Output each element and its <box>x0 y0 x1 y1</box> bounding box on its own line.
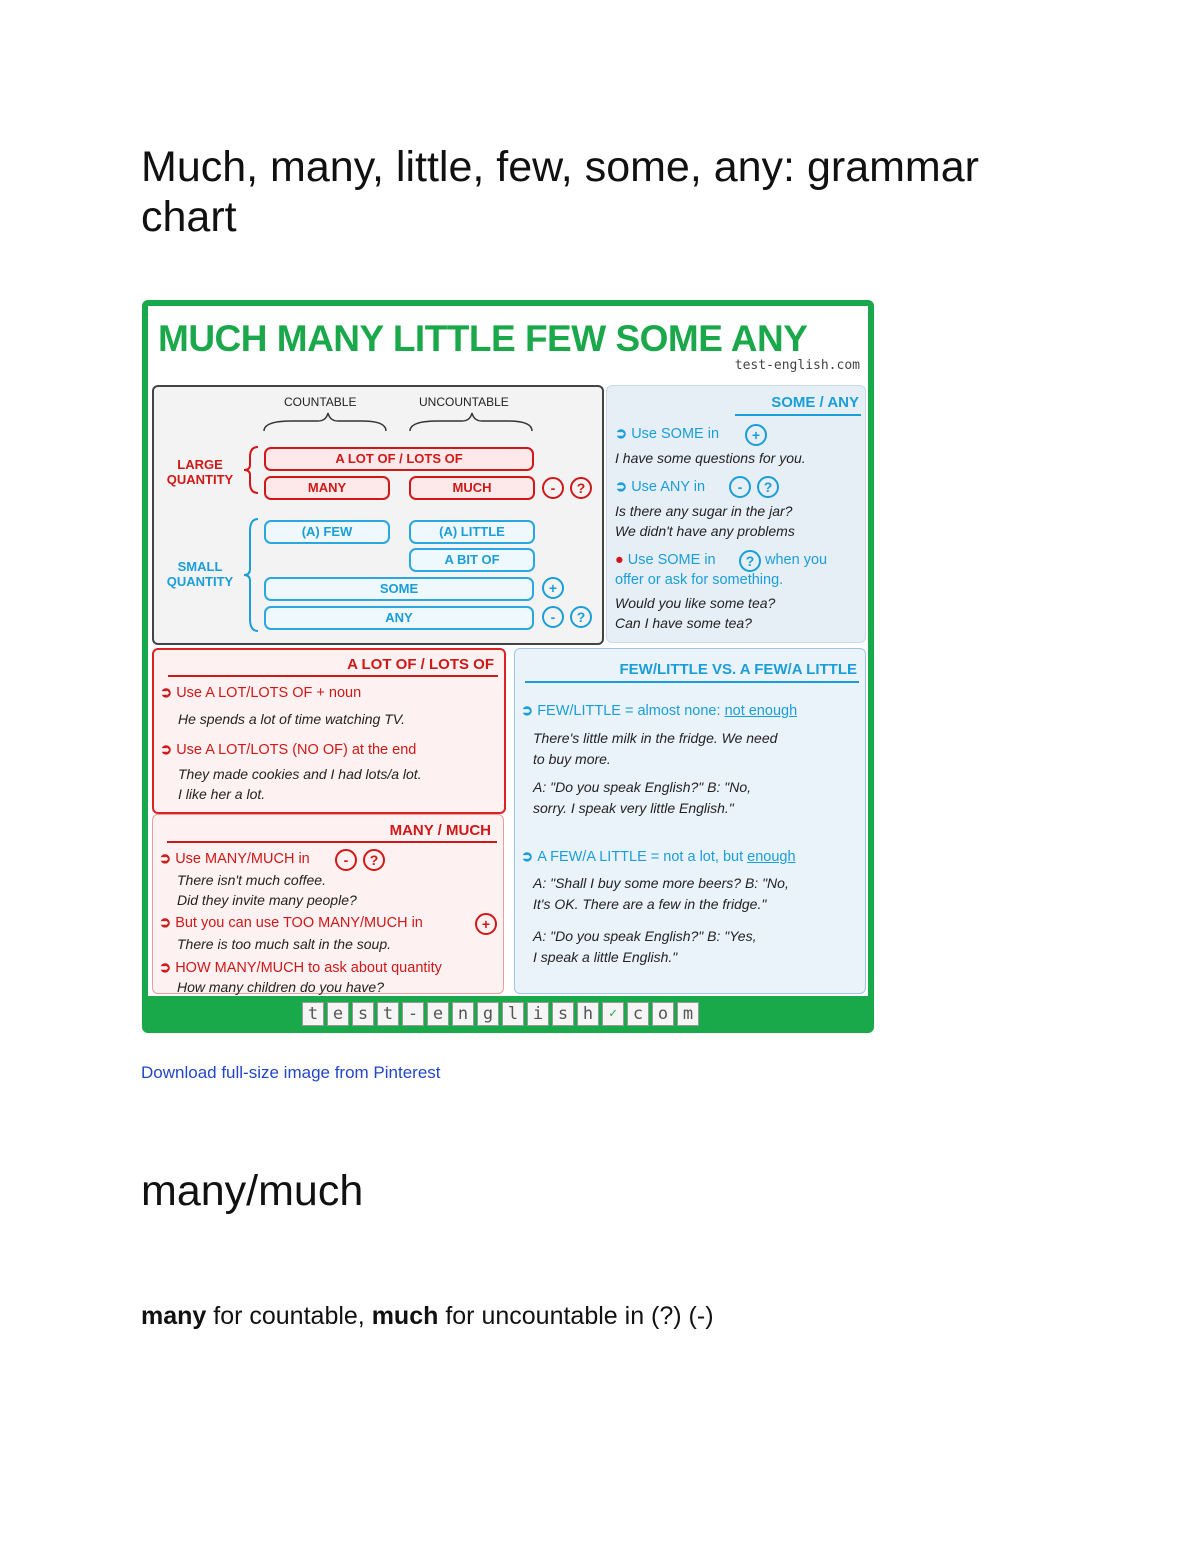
footer-char: n <box>452 1002 474 1026</box>
arrow-icon: ➲ <box>160 742 177 758</box>
offer-example-1: Would you like some tea? <box>615 595 776 611</box>
any-example-2: We didn't have any problems <box>615 523 795 539</box>
small-quantity-brace <box>244 517 260 633</box>
few-little-example-2: to buy more. <box>533 751 611 767</box>
alittle-pill: (A) LITTLE <box>409 520 535 544</box>
many-much-example-2: Did they invite many people? <box>177 892 357 908</box>
footer-char: o <box>652 1002 674 1026</box>
minus-icon: - <box>335 849 357 871</box>
alot-example-3: I like her a lot. <box>178 786 266 802</box>
large-quantity-label: LARGE QUANTITY <box>166 457 234 487</box>
some-any-header: SOME / ANY <box>771 394 859 411</box>
question-icon: ? <box>739 550 761 572</box>
few-little-header: FEW/LITTLE VS. A FEW/A LITTLE <box>619 661 857 678</box>
column-braces <box>262 413 534 433</box>
few-little-example-4: sorry. I speak very little English." <box>533 800 734 816</box>
arrow-icon: ➲ <box>521 849 538 865</box>
footer-char: e <box>327 1002 349 1026</box>
document-title-line1: Much, many, little, few, some, any: grammar <box>141 143 979 191</box>
question-icon: ? <box>363 849 385 871</box>
many-much-example-3: There is too much salt in the soup. <box>177 936 391 952</box>
many-much-example-1: There isn't much coffee. <box>177 872 326 888</box>
offer-rule: ● Use SOME in <box>615 552 716 568</box>
footer-char: l <box>502 1002 524 1026</box>
alot-example-2: They made cookies and I had lots/a lot. <box>178 766 422 782</box>
much-pill: MUCH <box>409 476 535 500</box>
few-little-example-3: A: "Do you speak English?" B: "No, <box>533 779 752 795</box>
header-rule <box>735 414 861 416</box>
alot-rule-1: ➲ Use A LOT/LOTS OF + noun <box>160 685 362 701</box>
footer-char: ✓ <box>602 1002 624 1026</box>
alot-header: A LOT OF / LOTS OF <box>347 656 494 673</box>
alot-pill: A LOT OF / LOTS OF <box>264 447 534 471</box>
question-icon: ? <box>757 476 779 498</box>
many-pill: MANY <box>264 476 390 500</box>
minus-icon: - <box>542 477 564 499</box>
document-title-line2: chart <box>141 193 237 241</box>
plus-icon: + <box>542 577 564 599</box>
section-heading: many/much <box>141 1167 364 1215</box>
some-any-panel <box>606 385 866 643</box>
alot-rule-2: ➲ Use A LOT/LOTS (NO OF) at the end <box>160 742 417 758</box>
many-much-header: MANY / MUCH <box>389 822 491 839</box>
plus-icon: + <box>475 913 497 935</box>
header-rule <box>167 841 497 843</box>
alot-example-1: He spends a lot of time watching TV. <box>178 711 405 727</box>
afew-alittle-rule: ➲ A FEW/A LITTLE = not a lot, but enough <box>521 849 796 865</box>
arrow-icon: ➲ <box>160 685 177 701</box>
header-rule <box>168 675 498 677</box>
section-keyword-much: much <box>371 1302 439 1330</box>
header-rule <box>525 681 859 683</box>
infographic-title: MUCH MANY LITTLE FEW SOME ANY <box>158 318 808 359</box>
large-quantity-brace <box>244 445 260 495</box>
minus-icon: - <box>542 606 564 628</box>
footer-char: s <box>352 1002 374 1026</box>
afew-alittle-example-2: It's OK. There are a few in the fridge." <box>533 896 767 912</box>
uncountable-label: UNCOUNTABLE <box>419 395 509 409</box>
offer-rule-line2: offer or ask for something. <box>615 572 784 588</box>
few-little-rule: ➲ FEW/LITTLE = almost none: not enough <box>521 703 798 719</box>
download-link[interactable]: Download full-size image from Pinterest <box>141 1063 441 1082</box>
infographic-body <box>148 306 868 996</box>
section-text-part2: for uncountable in (?) (-) <box>438 1302 714 1330</box>
grammar-infographic <box>142 300 874 1033</box>
document-title <box>141 142 1061 242</box>
countable-label: COUNTABLE <box>284 395 357 409</box>
footer-char: i <box>527 1002 549 1026</box>
footer-char: m <box>677 1002 699 1026</box>
some-rule: ➲ Use SOME in <box>615 426 720 442</box>
afew-pill: (A) FEW <box>264 520 390 544</box>
footer-char: h <box>577 1002 599 1026</box>
afew-alittle-example-1: A: "Shall I buy some more beers? B: "No, <box>533 875 789 891</box>
any-rule: ➲ Use ANY in <box>615 479 706 495</box>
any-example-1: Is there any sugar in the jar? <box>615 503 793 519</box>
footer-char: e <box>427 1002 449 1026</box>
arrow-icon: ➲ <box>159 851 176 867</box>
many-much-panel <box>152 814 504 994</box>
afew-alittle-example-3: A: "Do you speak English?" B: "Yes, <box>533 928 757 944</box>
small-quantity-label: SMALL QUANTITY <box>166 559 234 589</box>
alot-panel <box>152 648 506 814</box>
offer-rule-cont: when you <box>765 552 828 568</box>
arrow-icon: ➲ <box>615 479 632 495</box>
footer-char: - <box>402 1002 424 1026</box>
overview-panel <box>152 385 604 645</box>
few-little-panel <box>514 648 866 994</box>
afew-alittle-example-4: I speak a little English." <box>533 949 678 965</box>
footer-char: t <box>302 1002 324 1026</box>
many-much-rule-1: ➲ Use MANY/MUCH in <box>159 851 310 867</box>
many-much-example-4: How many children do you have? <box>177 979 385 995</box>
arrow-icon: ➲ <box>521 703 538 719</box>
warning-icon: ● <box>615 552 628 568</box>
section-keyword-many: many <box>141 1302 207 1330</box>
footer-char: g <box>477 1002 499 1026</box>
section-text-part1: for countable, <box>206 1302 372 1330</box>
plus-icon: + <box>745 424 767 446</box>
footer-char: t <box>377 1002 399 1026</box>
footer-char: s <box>552 1002 574 1026</box>
some-pill: SOME <box>264 577 534 601</box>
section-text <box>141 1302 714 1331</box>
question-icon: ? <box>570 606 592 628</box>
question-icon: ? <box>570 477 592 499</box>
few-little-example-1: There's little milk in the fridge. We need <box>533 730 778 746</box>
many-much-rule-2: ➲ But you can use TOO MANY/MUCH in <box>159 915 423 931</box>
infographic-brand: test-english.com <box>734 358 860 373</box>
arrow-icon: ➲ <box>159 915 176 931</box>
some-example: I have some questions for you. <box>615 450 806 466</box>
arrow-icon: ➲ <box>159 960 176 976</box>
offer-example-2: Can I have some tea? <box>615 615 752 631</box>
arrow-icon: ➲ <box>615 426 632 442</box>
abitof-pill: A BIT OF <box>409 548 535 572</box>
any-pill: ANY <box>264 606 534 630</box>
minus-icon: - <box>729 476 751 498</box>
many-much-rule-3: ➲ HOW MANY/MUCH to ask about quantity <box>159 960 442 976</box>
footer-brand <box>302 1002 699 1026</box>
footer-char: c <box>627 1002 649 1026</box>
